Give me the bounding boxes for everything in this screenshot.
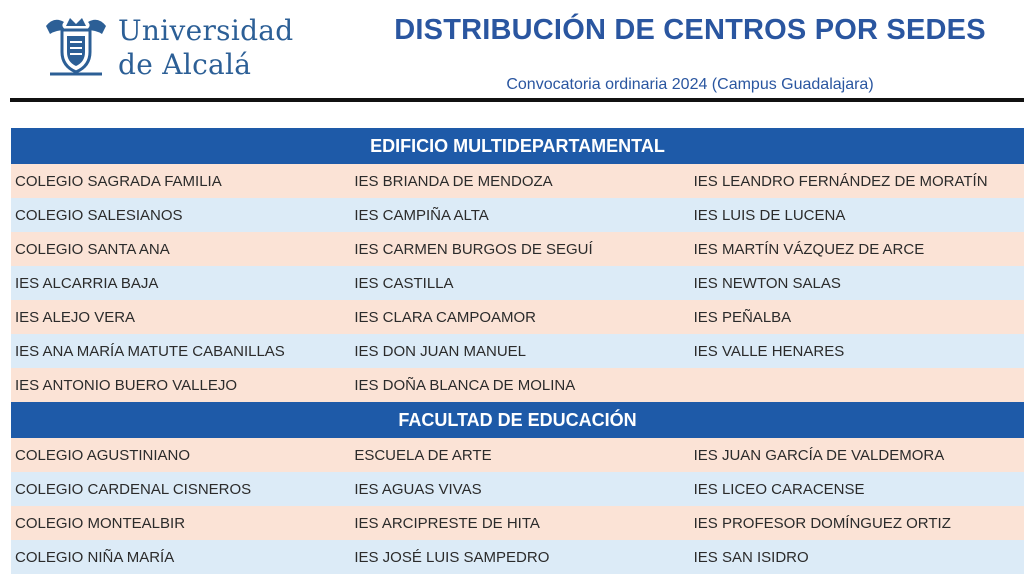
school-name-cell: COLEGIO SALESIANOS (15, 206, 183, 224)
table-row (11, 300, 1024, 334)
school-name-cell: COLEGIO SAGRADA FAMILIA (15, 172, 222, 190)
school-name-cell: IES PROFESOR DOMÍNGUEZ ORTIZ (693, 514, 951, 532)
school-name-cell: IES VALLE HENARES (693, 342, 845, 360)
table-row (11, 438, 1024, 472)
school-name-cell: IES SAN ISIDRO (693, 548, 809, 566)
school-name-cell: IES NEWTON SALAS (693, 274, 841, 292)
school-name-cell: IES BRIANDA DE MENDOZA (354, 172, 553, 190)
table-row (11, 164, 1024, 198)
school-name-cell: COLEGIO AGUSTINIANO (15, 446, 191, 464)
school-name-cell: IES AGUAS VIVAS (354, 480, 482, 498)
table-row (11, 198, 1024, 232)
page-subtitle: Convocatoria ordinaria 2024 (Campus Guadalajara) (506, 76, 874, 93)
logo-wordmark (118, 14, 294, 82)
school-name-cell: IES LICEO CARACENSE (693, 480, 865, 498)
school-name-cell: IES JUAN GARCÍA DE VALDEMORA (693, 446, 945, 464)
university-crest-icon (40, 12, 112, 80)
school-name-cell: IES ALEJO VERA (15, 308, 136, 326)
school-name-cell: COLEGIO MONTEALBIR (15, 514, 186, 532)
school-name-cell: IES PEÑALBA (693, 308, 792, 326)
table-row (11, 232, 1024, 266)
school-name-cell: IES JOSÉ LUIS SAMPEDRO (354, 548, 550, 566)
sections-table (11, 128, 1024, 574)
school-name-cell: COLEGIO SANTA ANA (15, 240, 170, 258)
school-name-cell: COLEGIO NIÑA MARÍA (15, 548, 175, 566)
school-name-cell: IES MARTÍN VÁZQUEZ DE ARCE (693, 240, 925, 258)
school-name-cell: IES ANA MARÍA MATUTE CABANILLAS (15, 342, 285, 360)
school-name-cell: IES ALCARRIA BAJA (15, 274, 159, 292)
school-name-cell: IES DOÑA BLANCA DE MOLINA (354, 376, 576, 394)
header-divider (10, 98, 1024, 102)
school-name-cell: IES ARCIPRESTE DE HITA (354, 514, 540, 532)
school-name-cell: IES CASTILLA (354, 274, 454, 292)
table-row (11, 368, 1024, 402)
school-name-cell: IES ANTONIO BUERO VALLEJO (15, 376, 238, 394)
school-name-cell: IES CAMPIÑA ALTA (354, 206, 489, 224)
logo-line-2: de Alcalá (118, 48, 252, 81)
school-name-cell: COLEGIO CARDENAL CISNEROS (15, 480, 252, 498)
school-name-cell: IES CARMEN BURGOS DE SEGUÍ (354, 240, 593, 258)
table-row (11, 540, 1024, 574)
school-name-cell: IES CLARA CAMPOAMOR (354, 308, 537, 326)
school-name-cell: IES LEANDRO FERNÁNDEZ DE MORATÍN (693, 172, 988, 190)
section-header: FACULTAD DE EDUCACIÓN (11, 402, 1024, 438)
school-name-cell: IES DON JUAN MANUEL (354, 342, 527, 360)
table-row (11, 506, 1024, 540)
table-row (11, 472, 1024, 506)
university-logo (40, 10, 294, 82)
school-name-cell: IES LUIS DE LUCENA (693, 206, 846, 224)
logo-line-1: Universidad (118, 14, 294, 47)
page-title: DISTRIBUCIÓN DE CENTROS POR SEDES (394, 14, 986, 46)
table-row (11, 266, 1024, 300)
school-name-cell: ESCUELA DE ARTE (354, 446, 492, 464)
table-row (11, 334, 1024, 368)
section-header: EDIFICIO MULTIDEPARTAMENTAL (11, 128, 1024, 164)
